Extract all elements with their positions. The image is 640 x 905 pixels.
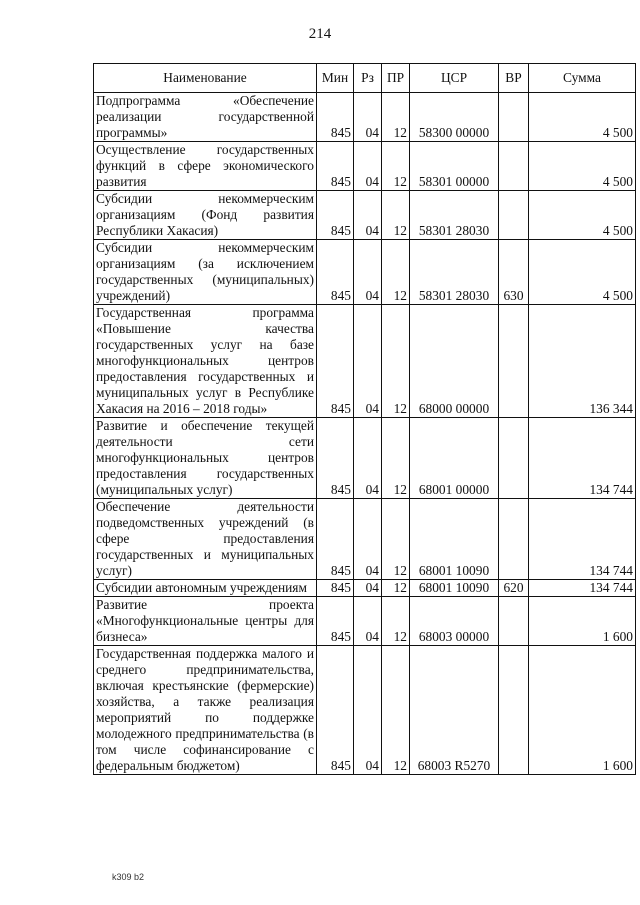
cell-rz: 04 bbox=[354, 597, 382, 646]
table-header-row bbox=[94, 64, 636, 93]
cell-rz: 04 bbox=[354, 646, 382, 775]
cell-pr: 12 bbox=[382, 191, 410, 240]
header-sum: Сумма bbox=[529, 64, 636, 93]
table-row bbox=[94, 240, 636, 305]
cell-min: 845 bbox=[317, 240, 354, 305]
cell-csr: 68001 10090 bbox=[410, 580, 499, 597]
budget-table bbox=[93, 63, 636, 775]
page-number: 214 bbox=[308, 26, 332, 42]
table-row bbox=[94, 646, 636, 775]
cell-vr bbox=[499, 499, 529, 580]
cell-vr bbox=[499, 646, 529, 775]
cell-rz: 04 bbox=[354, 499, 382, 580]
cell-rz: 04 bbox=[354, 305, 382, 418]
cell-pr: 12 bbox=[382, 142, 410, 191]
cell-sum: 4 500 bbox=[529, 191, 636, 240]
cell-min: 845 bbox=[317, 418, 354, 499]
table-row bbox=[94, 580, 636, 597]
cell-min: 845 bbox=[317, 580, 354, 597]
cell-pr: 12 bbox=[382, 580, 410, 597]
cell-pr: 12 bbox=[382, 240, 410, 305]
cell-rz: 04 bbox=[354, 418, 382, 499]
cell-min: 845 bbox=[317, 142, 354, 191]
table-row bbox=[94, 418, 636, 499]
cell-vr bbox=[499, 93, 529, 142]
cell-csr: 68001 00000 bbox=[410, 418, 499, 499]
cell-csr: 68000 00000 bbox=[410, 305, 499, 418]
cell-rz: 04 bbox=[354, 93, 382, 142]
cell-rz: 04 bbox=[354, 191, 382, 240]
cell-sum: 134 744 bbox=[529, 580, 636, 597]
cell-min: 845 bbox=[317, 191, 354, 240]
table-row bbox=[94, 93, 636, 142]
cell-sum: 4 500 bbox=[529, 93, 636, 142]
cell-pr: 12 bbox=[382, 93, 410, 142]
cell-name: Государственная программа «Повышение качества государственных услуг на базе многофункциональных центров предоставления государственных и муниципальных услуг в Республике Хакасия на 2016 – 2018 годы» bbox=[94, 305, 317, 418]
cell-sum: 134 744 bbox=[529, 418, 636, 499]
cell-vr: 620 bbox=[499, 580, 529, 597]
cell-name: Развитие проекта «Многофункциональные центры для бизнеса» bbox=[94, 597, 317, 646]
cell-name: Подпрограмма «Обеспечение реализации государственной программы» bbox=[94, 93, 317, 142]
header-pr: ПР bbox=[382, 64, 410, 93]
cell-min: 845 bbox=[317, 597, 354, 646]
cell-name: Обеспечение деятельности подведомственных учреждений (в сфере предоставления государственных и муниципальных услуг) bbox=[94, 499, 317, 580]
cell-vr bbox=[499, 418, 529, 499]
cell-min: 845 bbox=[317, 646, 354, 775]
cell-name: Осуществление государственных функций в сфере экономического развития bbox=[94, 142, 317, 191]
cell-csr: 58301 28030 bbox=[410, 191, 499, 240]
cell-min: 845 bbox=[317, 93, 354, 142]
cell-csr: 68003 R5270 bbox=[410, 646, 499, 775]
table-row bbox=[94, 191, 636, 240]
cell-csr: 58301 28030 bbox=[410, 240, 499, 305]
cell-vr bbox=[499, 597, 529, 646]
cell-vr bbox=[499, 191, 529, 240]
table-row bbox=[94, 499, 636, 580]
footer-code: k309 b2 bbox=[112, 872, 145, 882]
cell-name: Развитие и обеспечение текущей деятельности сети многофункциональных центров предоставления государственных (муниципальных услуг) bbox=[94, 418, 317, 499]
cell-name: Государственная поддержка малого и среднего предпринимательства, включая крестьянские (фермерские) хозяйства, а также реализация мероприятий по поддержке молодежного предпринимательства (в том числе софинансирование с федеральным бюджетом) bbox=[94, 646, 317, 775]
cell-min: 845 bbox=[317, 499, 354, 580]
cell-name: Субсидии некоммерческим организациям (Фонд развития Республики Хакасия) bbox=[94, 191, 317, 240]
cell-vr bbox=[499, 142, 529, 191]
cell-pr: 12 bbox=[382, 418, 410, 499]
cell-name: Субсидии некоммерческим организациям (за исключением государственных (муниципальных) учреждений) bbox=[94, 240, 317, 305]
table-row bbox=[94, 305, 636, 418]
cell-pr: 12 bbox=[382, 597, 410, 646]
cell-rz: 04 bbox=[354, 142, 382, 191]
table-row bbox=[94, 142, 636, 191]
cell-vr: 630 bbox=[499, 240, 529, 305]
cell-pr: 12 bbox=[382, 305, 410, 418]
cell-pr: 12 bbox=[382, 646, 410, 775]
cell-sum: 4 500 bbox=[529, 142, 636, 191]
cell-csr: 58300 00000 bbox=[410, 93, 499, 142]
cell-sum: 136 344 bbox=[529, 305, 636, 418]
cell-vr bbox=[499, 305, 529, 418]
cell-name: Субсидии автономным учреждениям bbox=[94, 580, 317, 597]
header-name: Наименование bbox=[94, 64, 317, 93]
header-vr: ВР bbox=[499, 64, 529, 93]
cell-sum: 1 600 bbox=[529, 646, 636, 775]
cell-sum: 4 500 bbox=[529, 240, 636, 305]
cell-rz: 04 bbox=[354, 580, 382, 597]
cell-csr: 58301 00000 bbox=[410, 142, 499, 191]
cell-csr: 68003 00000 bbox=[410, 597, 499, 646]
cell-sum: 134 744 bbox=[529, 499, 636, 580]
cell-pr: 12 bbox=[382, 499, 410, 580]
header-min: Мин bbox=[317, 64, 354, 93]
cell-sum: 1 600 bbox=[529, 597, 636, 646]
header-rz: Рз bbox=[354, 64, 382, 93]
cell-min: 845 bbox=[317, 305, 354, 418]
table-row bbox=[94, 597, 636, 646]
cell-csr: 68001 10090 bbox=[410, 499, 499, 580]
header-csr: ЦСР bbox=[410, 64, 499, 93]
cell-rz: 04 bbox=[354, 240, 382, 305]
